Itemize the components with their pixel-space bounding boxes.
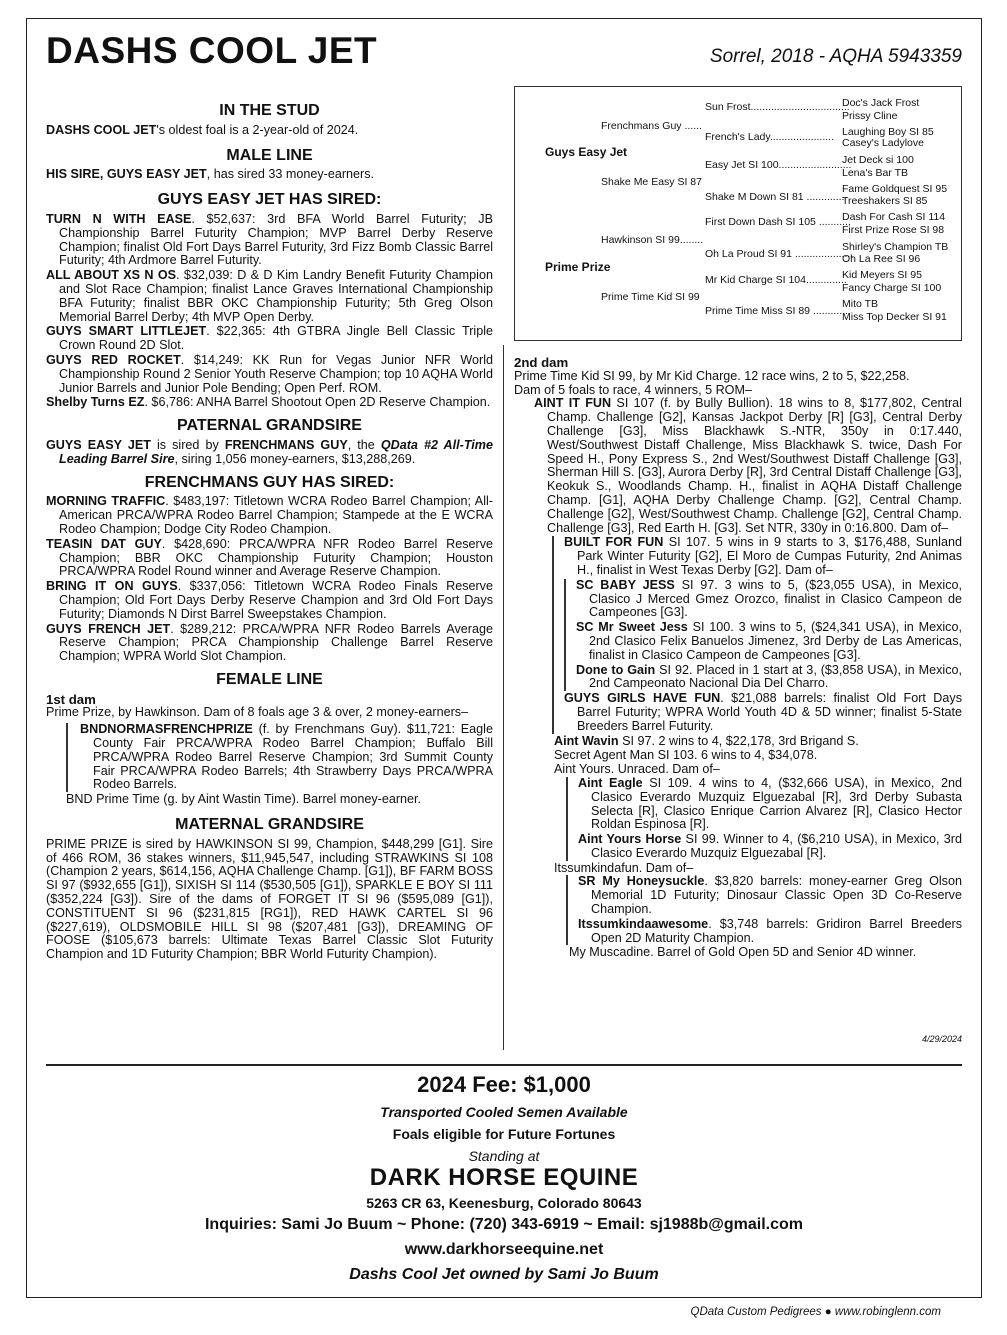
ped-g3-8: Prime Time Miss SI 89 ............ bbox=[705, 305, 848, 317]
ped-g4-13: Kid Meyers SI 95 bbox=[842, 269, 922, 281]
progeny-entry: GUYS RED ROCKET. $14,249: KK Run for Vegas Junior NFR World Championship Round 2 Senior Youth Reserve Champion; top 10 AQHA World Junior Barrels and Junior Pole Bending; Open Perf. ROM. bbox=[46, 352, 494, 395]
ped-g4-5: Jet Deck si 100 bbox=[842, 154, 914, 166]
produce-entry: SC BABY JESS SI 97. 3 wins to 5, ($23,055 USA), in Mexico, Clasico J Merced Gmez Orozco, finalist in Clasico Campeon de Campeones [G3]. bbox=[576, 577, 962, 620]
progeny-entry: BRING IT ON GUYS. $337,056: Titletown WCRA Rodeo Finals Reserve Champion; Old Fort Days Derby Reserve Champion and 3rd Old Fort Days Futurity; Diamonds N Dirst Barrel Sweepstakes Champion. bbox=[46, 579, 493, 621]
ped-g4-14: Fancy Charge SI 100 bbox=[842, 282, 942, 294]
produce-entry: Aint Eagle SI 109. 4 wins to 4, ($32,666 USA), in Mexico, 2nd Clasico Everardo Muzquiz Elguezabal [R], 3rd Derby Subasta Selecta [R], Clasico Enrique Carrion Alvarez [R], Clasico Hector Roldan Espinosa [R]. bbox=[578, 775, 962, 832]
pedigree-chart bbox=[514, 86, 962, 341]
paternal-grandsire-text: GUYS EASY JET is sired by FRENCHMANS GUY, the QData #2 All-Time Leading Barrel Sire, siring 1,056 money-earners, $13,288,269. bbox=[46, 437, 493, 466]
frenchmans-sired-title: FRENCHMANS GUY HAS SIRED: bbox=[144, 473, 395, 491]
farm-name: DARK HORSE EQUINE bbox=[369, 1164, 639, 1191]
ped-g4-2: Prissy Cline bbox=[842, 110, 898, 122]
ped-g2-4: Prime Time Kid SI 99 bbox=[601, 291, 700, 303]
produce-entry: My Muscadine. Barrel of Gold Open 5D and Senior 4D winner. bbox=[569, 945, 917, 960]
footer bbox=[26, 1068, 982, 1284]
footer-divider bbox=[46, 1064, 962, 1066]
ped-sire: Guys Easy Jet bbox=[545, 145, 628, 159]
ped-g2-1: Frenchmans Guy ...... bbox=[601, 120, 702, 132]
second-dam-line2: Dam of 5 foals to race, 4 winners, 5 ROM– bbox=[514, 382, 752, 397]
ped-g3-7: Mr Kid Charge SI 104.............. bbox=[705, 274, 847, 286]
ped-g4-1: Doc's Jack Frost bbox=[842, 97, 920, 109]
farm-address: 5263 CR 63, Keenesburg, Colorado 80643 bbox=[366, 1195, 642, 1211]
guys-sired-title: GUYS EASY JET HAS SIRED: bbox=[157, 191, 382, 209]
paternal-grandsire-title: PATERNAL GRANDSIRE bbox=[177, 417, 362, 435]
produce-entry: GUYS GIRLS HAVE FUN. $21,088 barrels: finalist Old Fort Days Barrel Futurity; WPRA World Youth 4D & 5D winner; finalist 5-State Breeders Barrel Futurity. bbox=[564, 691, 963, 733]
horse-name: DASHS COOL JET bbox=[46, 30, 378, 71]
standing-at: Standing at bbox=[468, 1148, 540, 1164]
male-line-title: MALE LINE bbox=[226, 146, 313, 164]
publisher-credit: QData Custom Pedigrees ● www.robinglenn.com bbox=[690, 1306, 941, 1318]
itssumkindafun-produce bbox=[566, 875, 962, 945]
produce-entry: Itssumkindaawesome. $3,748 barrels: Gridiron Barrel Breeders Open 2D Maturity Champion. bbox=[578, 916, 962, 945]
first-dam-produce bbox=[66, 723, 493, 792]
produce-entry: Secret Agent Man SI 103. 6 wins to 4, $34,078. bbox=[554, 748, 818, 763]
aint-yours-produce bbox=[566, 777, 962, 861]
ped-g4-8: Treeshakers SI 85 bbox=[842, 195, 928, 207]
produce-entry: BNDNORMASFRENCHPRIZE (f. by Frenchmans Guy). $11,721: Eagle County Fair PRCA/WPRA Rodeo Barrel Champion; Buffalo Bill PRCA/WPRA Rodeo Barrel Reserve Champion; 3rd Summit County Fair PRCA/WPRA Rodeo Barrels; 4th Strawberry Days PRCA/WPRA Rodeo Barrels. bbox=[80, 722, 493, 792]
ped-g3-1: Sun Frost.................................. bbox=[705, 101, 850, 113]
progeny-entry: TURN N WITH EASE. $52,637: 3rd BFA World Barrel Futurity; JB Championship Barrel Futurity Champion; MVP Barrel Derby Reserve Champion; finalist Old Fort Days Barrel Futurity, 3rd Fizz Bomb Classic Barrel Futurity; 4th Ardmore Barrel Futurity. bbox=[46, 211, 493, 268]
ped-g3-2: French's Lady...................... bbox=[705, 131, 835, 143]
produce-entry: AINT IT FUN SI 107 (f. by Bully Bullion). 18 wins to 8, $177,802, Central Champ. Challenge [G2], Kansas Jackpot Derby [R] [G3], Central Derby Challenge [G3], Miss Blackhawk S.-NTR, 350y in 0:17.440, West/Southwest Distaff Challenge, Miss Blackhawk S. twice, Dash For Speed H., Pony Express S., 2nd West/Southwest Distaff Challenge [G3], Sherman Hill S. [G3], Aurora Derby [R], 3rd Central Distaff Challenge [G3], Keokuk S., Woodlands Champ. H., finalist in AQHA Distaff Challenge Champ. [G1], AQHA Derby Challenge Champ. [G2], Central Champ. Challenge [G2], West/Southwest Champ. Challenge [G2], Central Champ. Challenge [G3], Red Earth H. [G3]. Set NTR, 330y in 0:16.800. Dam of– bbox=[534, 396, 962, 535]
horse-description: Sorrel, 2018 - AQHA 5943359 bbox=[709, 46, 962, 67]
ped-g4-16: Miss Top Decker SI 91 bbox=[842, 311, 947, 323]
female-line-title: FEMALE LINE bbox=[216, 670, 323, 688]
progeny-entry: ALL ABOUT XS N OS. $32,039: D & D Kim Landry Benefit Futurity Champion and Slot Race Champion; finalist Lance Graves International Championship BFA Futurity; finalist BBR OKC Championship Futurity; 5th Greg Olson Memorial Barrel Derby; 4th MVP Open Derby. bbox=[46, 268, 493, 324]
ped-g4-10: First Prize Rose SI 98 bbox=[842, 224, 945, 236]
ped-g3-6: Oh La Proud SI 91 .................... bbox=[705, 248, 854, 260]
built-for-fun-produce bbox=[564, 579, 962, 691]
inquiries-contact: Inquiries: Sami Jo Buum ~ Phone: (720) 343-6919 ~ Email: sj1988b@gmail.com bbox=[204, 1216, 804, 1233]
ped-g3-5: First Down Dash SI 105 ........... bbox=[705, 216, 851, 228]
progeny-entry: GUYS FRENCH JET. $289,212: PRCA/WPRA NFR Rodeo Barrels Average Reserve Champion; PRCA Championship Challenge Barrel Reserve Champion; WPRA World Slot Champion. bbox=[46, 621, 493, 664]
maternal-grandsire-title: MATERNAL GRANDSIRE bbox=[175, 816, 364, 834]
progeny-entry: GUYS SMART LITTLEJET. $22,365: 4th GTBRA Jingle Bell Classic Triple Crown Round 2D Slot. bbox=[46, 324, 493, 353]
stud-title: IN THE STUD bbox=[219, 102, 320, 119]
produce-entry: SC Mr Sweet Jess SI 100. 3 wins to 5, ($24,341 USA), in Mexico, 2nd Clasico Felix Banuelos Jimenez, 3rd Derby de Las Americas, finalist in Clasico Campeon de Campeones [G3]. bbox=[576, 620, 962, 662]
maternal-grandsire-text: PRIME PRIZE is sired by HAWKINSON SI 99, Champion, $448,299 [G1]. Sire of 466 ROM, 36 stakes winners, $11,945,547, including STRAWKINS SI 108 (Champion 2 years, $614,156, AQHA Challenge Champ. [G1]), BF FARM BOSS SI 97 ($932,655 [G1]), SIXISH SI 114 ($530,505 [G1]), SPARKLE E BOY SI 111 ($352,224 [G3]). Sire of the dams of FORGET IT SI 96 ($595,089 [G1]), CONSTITUENT SI 96 ($231,815 [RG1]), RED HAWK CARTEL SI 96 ($227,619), OLDSMOBILE HILL SI 98 ($207,481 [G3]), DREAMING OF FOOSE ($105,673 barrels: Ultimate Texas Barrel Classic Slot Futurity Champion and 1D Futurity Champion; BBR World Futurity Champion). bbox=[46, 836, 493, 962]
progeny-entry: Shelby Turns EZ. $6,786: ANHA Barrel Shootout Open 2D Reserve Champion. bbox=[46, 395, 491, 410]
produce-entry: Done to Gain SI 92. Placed in 1 start at 3, ($3,858 USA), in Mexico, 2nd Campeonato Nacional Dia Del Charro. bbox=[576, 662, 962, 691]
semen-note: Transported Cooled Semen Available bbox=[380, 1104, 628, 1120]
ped-g4-6: Lena's Bar TB bbox=[842, 167, 909, 179]
produce-entry: Aint Yours Horse SI 99. Winner to 4, ($6,210 USA), in Mexico, 3rd Clasico Everardo Muzquiz Elguezabal [R]. bbox=[578, 832, 962, 860]
stud-text: DASHS COOL JET's oldest foal is a 2-year-old of 2024. bbox=[46, 122, 359, 137]
first-dam-heading: 1st dam bbox=[46, 691, 96, 707]
ped-g2-2: Shake Me Easy SI 87 bbox=[601, 176, 702, 188]
left-column bbox=[46, 104, 493, 965]
progeny-entry: TEASIN DAT GUY. $428,690: PRCA/WPRA NFR Rodeo Barrel Reserve Champion; BBR OKC Championship Futurity Champion; Houston PRCA/WPRA Rodel Round winner and Average Reserve Champion. bbox=[46, 536, 493, 579]
ped-g2-3: Hawkinson SI 99........ bbox=[601, 234, 704, 246]
ped-dam: Prime Prize bbox=[545, 260, 611, 274]
produce-entry: SR My Honeysuckle. $3,820 barrels: money-earner Greg Olson Memorial 1D Futurity; Dinosaur Classic Open 3D Co-Reserve Champion. bbox=[578, 874, 962, 917]
ped-g4-3: Laughing Boy SI 85 bbox=[842, 126, 934, 138]
right-column bbox=[514, 356, 962, 960]
progeny-entry: MORNING TRAFFIC. $483,197: Titletown WCRA Rodeo Barrel Champion; All-American PRCA/WPRA Rodeo Barrel Champion; Stampede at the E WCRA Rodeo Champion; Dodge City Rodeo Champion. bbox=[46, 494, 493, 536]
aint-it-fun-produce bbox=[552, 536, 962, 733]
ped-g4-7: Fame Goldquest SI 95 bbox=[842, 183, 948, 195]
column-divider bbox=[503, 345, 504, 1050]
produce-entry: Aint Wavin SI 97. 2 wins to 4, $22,178, 3rd Brigand S. bbox=[554, 733, 859, 748]
sire-text: HIS SIRE, GUYS EASY JET, has sired 33 money-earners. bbox=[46, 167, 375, 182]
ped-g4-11: Shirley's Champion TB bbox=[842, 241, 949, 253]
second-dam-line1: Prime Time Kid SI 99, by Mr Kid Charge. 12 race wins, 2 to 5, $22,258. bbox=[514, 368, 910, 383]
website-link[interactable]: www.darkhorseequine.net bbox=[404, 1241, 604, 1258]
produce-entry: Aint Yours. Unraced. Dam of– bbox=[554, 762, 720, 777]
ped-g3-4: Shake M Down SI 81 ............. bbox=[705, 191, 845, 203]
foals-note: Foals eligible for Future Fortunes bbox=[392, 1126, 616, 1142]
ped-g3-3: Easy Jet SI 100......................... bbox=[705, 159, 852, 171]
produce-entry: Itssumkindafun. Dam of– bbox=[554, 860, 694, 875]
page-date: 4/29/2024 bbox=[921, 1034, 962, 1044]
owner-note: Dashs Cool Jet owned by Sami Jo Buum bbox=[349, 1266, 659, 1283]
produce-entry: BUILT FOR FUN SI 107. 5 wins in 9 starts to 3, $176,488, Sunland Park Winter Futurity [G2], El Moro de Cumpas Futurity, 2nd Animas H., finalist in West Texas Derby [G2]. Dam of– bbox=[564, 535, 962, 577]
ped-g4-4: Casey's Ladylove bbox=[842, 137, 924, 149]
first-dam-text: Prime Prize, by Hawkinson. Dam of 8 foals age 3 & over, 2 money-earners– bbox=[46, 705, 469, 720]
produce-entry: BND Prime Time (g. by Aint Wastin Time). Barrel money-earner. bbox=[66, 792, 422, 807]
stud-fee: 2024 Fee: $1,000 bbox=[417, 1072, 591, 1097]
ped-g4-15: Mito TB bbox=[842, 298, 878, 310]
ped-g4-9: Dash For Cash SI 114 bbox=[842, 211, 946, 223]
second-dam-heading: 2nd dam bbox=[514, 355, 569, 370]
ped-g4-12: Oh La Ree SI 96 bbox=[842, 253, 921, 265]
